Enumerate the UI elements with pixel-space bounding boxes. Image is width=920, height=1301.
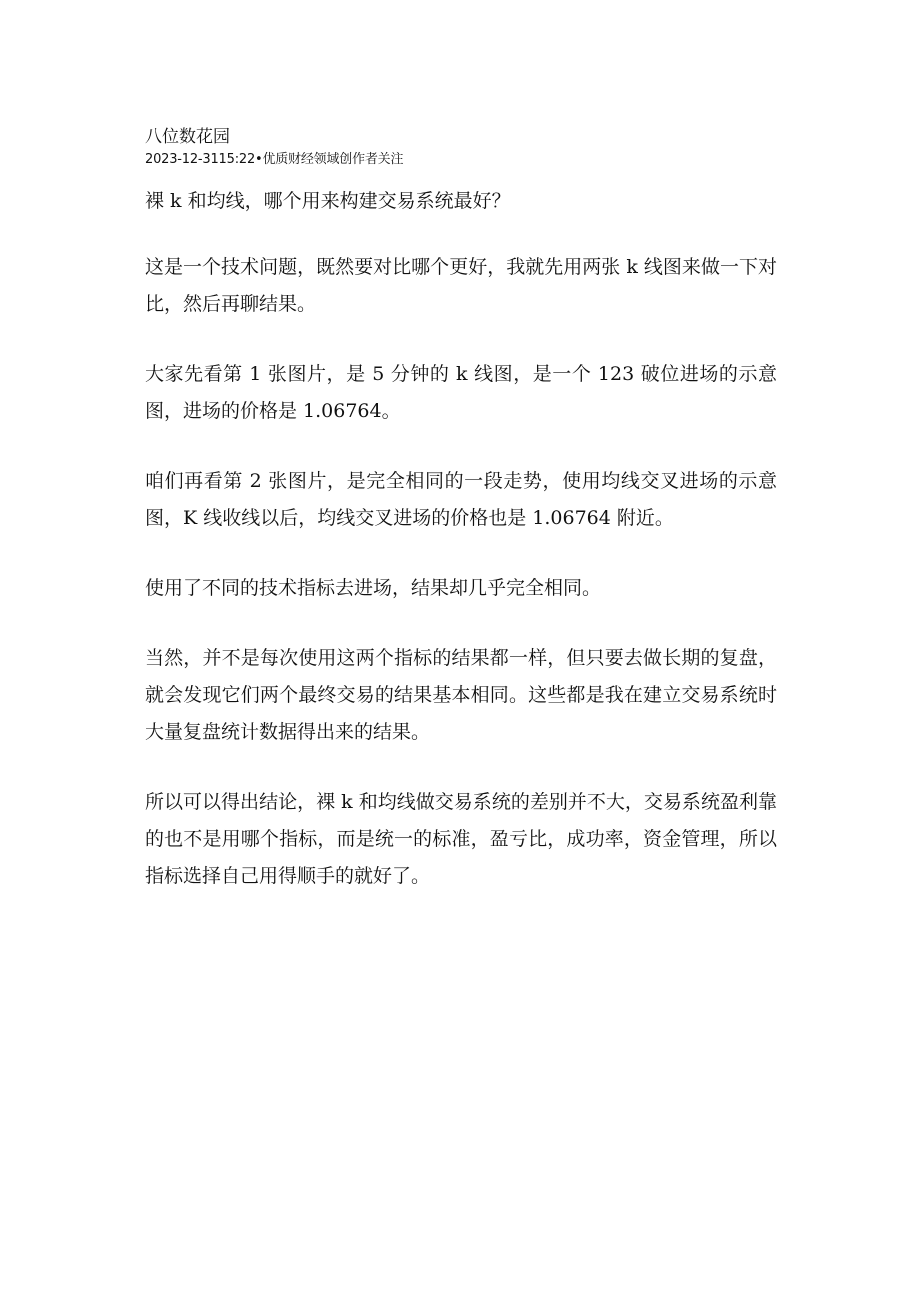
post-meta: 2023-12-3115:22•优质财经领域创作者关注: [145, 152, 404, 167]
paragraph-4: 使用了不同的技术指标去进场，结果却几乎完全相同。: [145, 577, 602, 599]
paragraph-3: 咱们再看第 2 张图片，是完全相同的一段走势，使用均线交叉进场的示意图，K 线收线以后，均线交叉进场的价格也是 1.06764 附近。: [145, 470, 777, 529]
paragraph-2: 大家先看第 1 张图片，是 5 分钟的 k 线图，是一个 123 破位进场的示意图，进场的价格是 1.06764。: [145, 363, 777, 422]
article-body: [145, 249, 775, 895]
paragraph-6: 所以可以得出结论，裸 k 和均线做交易系统的差别并不大，交易系统盈利靠的也不是用哪个指标，而是统一的标准，盈亏比，成功率，资金管理，所以指标选择自己用得顺手的就好了。: [145, 791, 777, 887]
paragraph-5: 当然，并不是每次使用这两个指标的结果都一样，但只要去做长期的复盘，就会发现它们两个最终交易的结果基本相同。这些都是我在建立交易系统时大量复盘统计数据得出来的结果。: [145, 647, 777, 743]
article-title: 裸 k 和均线，哪个用来构建交易系统最好？: [145, 190, 511, 212]
author-name: 八位数花园: [145, 127, 230, 147]
paragraph-1: 这是一个技术问题，既然要对比哪个更好，我就先用两张 k 线图来做一下对比，然后再聊结果。: [145, 256, 777, 315]
